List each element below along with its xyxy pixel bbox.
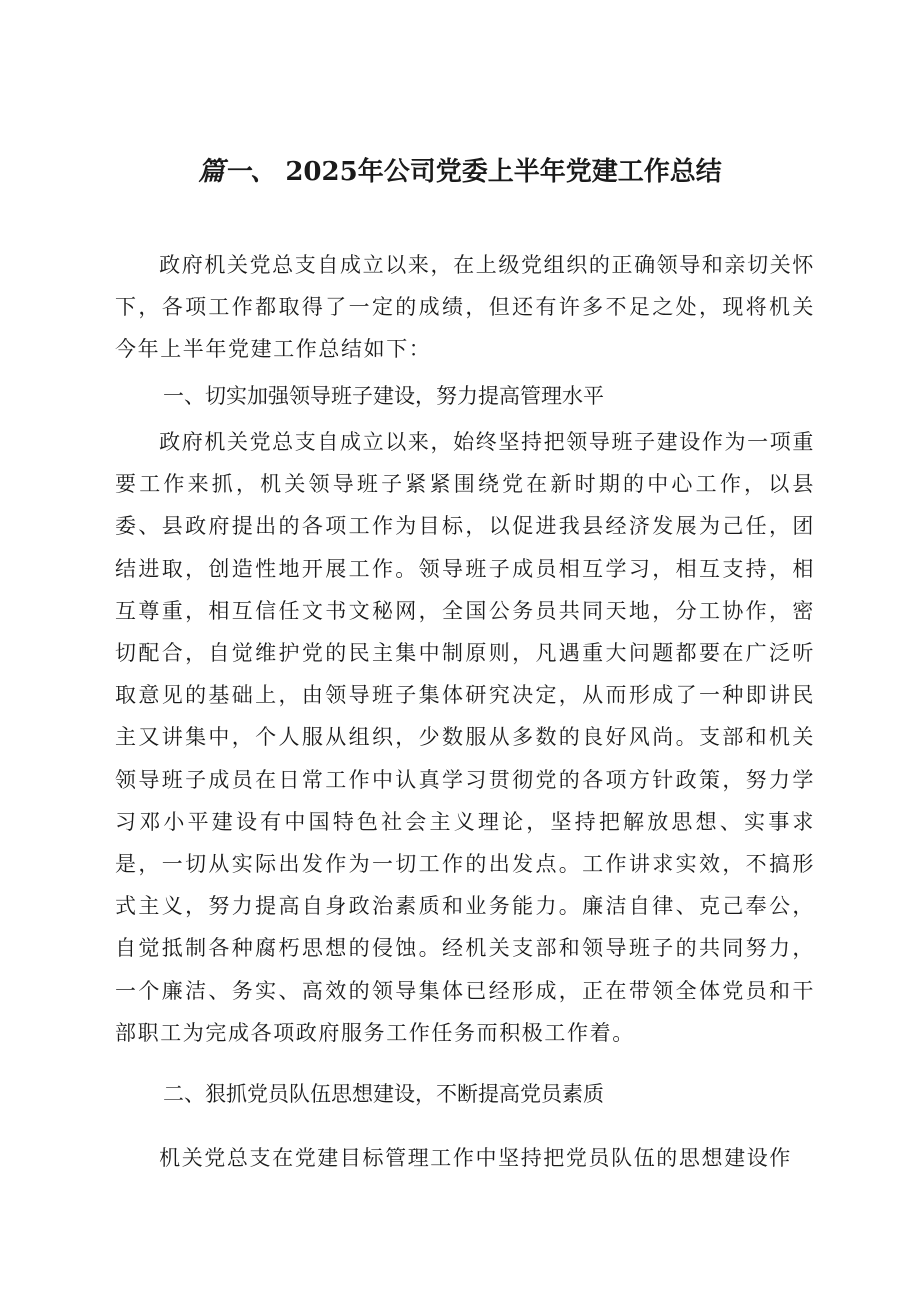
section-1-paragraph: 政府机关党总支自成立以来，始终坚持把领导班子建设作为一项重要工作来抓，机关领导班子紧紧围绕党在新时期的中心工作，以县委、县政府提出的各项工作为目标，以促进我县经济发展为己任，团结进取，创造性地开展工作。领导班子成员相互学习，相互支持，相互尊重，相互信任文书文秘网，全国公务员共同天地，分工协作，密切配合，自觉维护党的民主集中制原则，凡遇重大问题都要在广泛听取意见的基础上，由领导班子集体研究决定，从而形成了一种即讲民主又讲集中，个人服从组织，少数服从多数的良好风尚。支部和机关领导班子成员在日常工作中认真学习贯彻党的各项方针政策，努力学习邓小平建设有中国特色社会主义理论，坚持把解放思想、实事求是，一切从实际出发作为一切工作的出发点。工作讲求实效，不搞形式主义，努力提高自身政治素质和业务能力。廉洁自律、克己奉公，自觉抵制各种腐朽思想的侵蚀。经机关支部和领导班子的共同努力，一个廉洁、务实、高效的领导集体已经形成，正在带领全体党员和干部职工为完成各项政府服务工作任务而积极工作着。 — [115, 430, 815, 1045]
section-heading-2: 二、狠抓党员队伍思想建设，不断提高党员素质 — [163, 1082, 604, 1106]
section-2-paragraph: 机关党总支在党建目标管理工作中坚持把党员队伍的思想建设作 — [159, 1146, 792, 1170]
document-title — [0, 152, 920, 192]
section-heading-1: 一、切实加强领导班子建设，努力提高管理水平 — [163, 384, 604, 408]
title-main: 2025年公司党委上半年党建工作总结 — [285, 157, 722, 187]
title-prefix: 篇一、 — [198, 157, 277, 187]
intro-paragraph: 政府机关党总支自成立以来，在上级党组织的正确领导和亲切关怀下，各项工作都取得了一定的成绩，但还有许多不足之处，现将机关今年上半年党建工作总结如下： — [115, 253, 815, 362]
